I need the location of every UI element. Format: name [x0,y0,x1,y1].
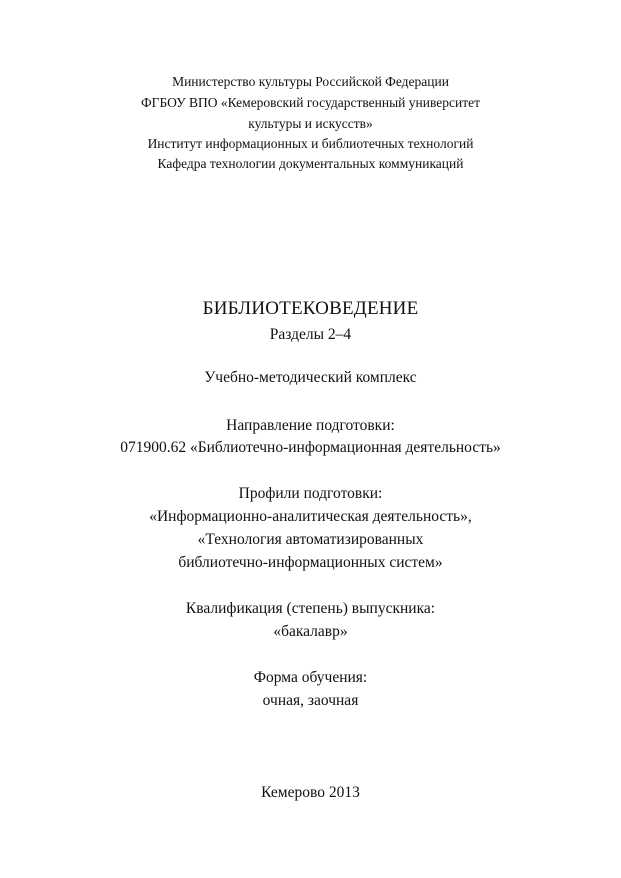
institute-line: Институт информационных и библиотечных технологий [147,136,474,151]
qualification-label: Квалификация (степень) выпускника: [185,600,436,617]
profiles-label: Профили подготовки: [238,485,383,502]
direction-value: 071900.62 «Библиотечно-информационная деятельность» [120,439,501,456]
department-line: Кафедра технологии документальных коммуникаций [157,156,464,171]
university-line-cont: культуры и искусств» [248,116,373,131]
ministry-line: Министерство культуры Российской Федерации [172,74,449,89]
direction-label: Направление подготовки: [226,417,395,434]
profile-line-2: «Технология автоматизированных [197,531,424,548]
study-form-value: очная, заочная [262,692,359,709]
city-year: Кемерово 2013 [261,784,360,801]
sections-subtitle: Разделы 2–4 [269,326,352,343]
study-form-label: Форма обучения: [253,669,368,686]
profile-line-1: «Информационно-аналитическая деятельность», [149,508,472,525]
qualification-value: «бакалавр» [273,623,348,640]
document-title: БИБЛИОТЕКОВЕДЕНИЕ [202,298,419,319]
profile-line-3: библиотечно-информационных систем» [178,554,443,571]
university-line: ФГБОУ ВПО «Кемеровский государственный университет [140,95,481,110]
document-type: Учебно-методический комплекс [204,369,417,386]
